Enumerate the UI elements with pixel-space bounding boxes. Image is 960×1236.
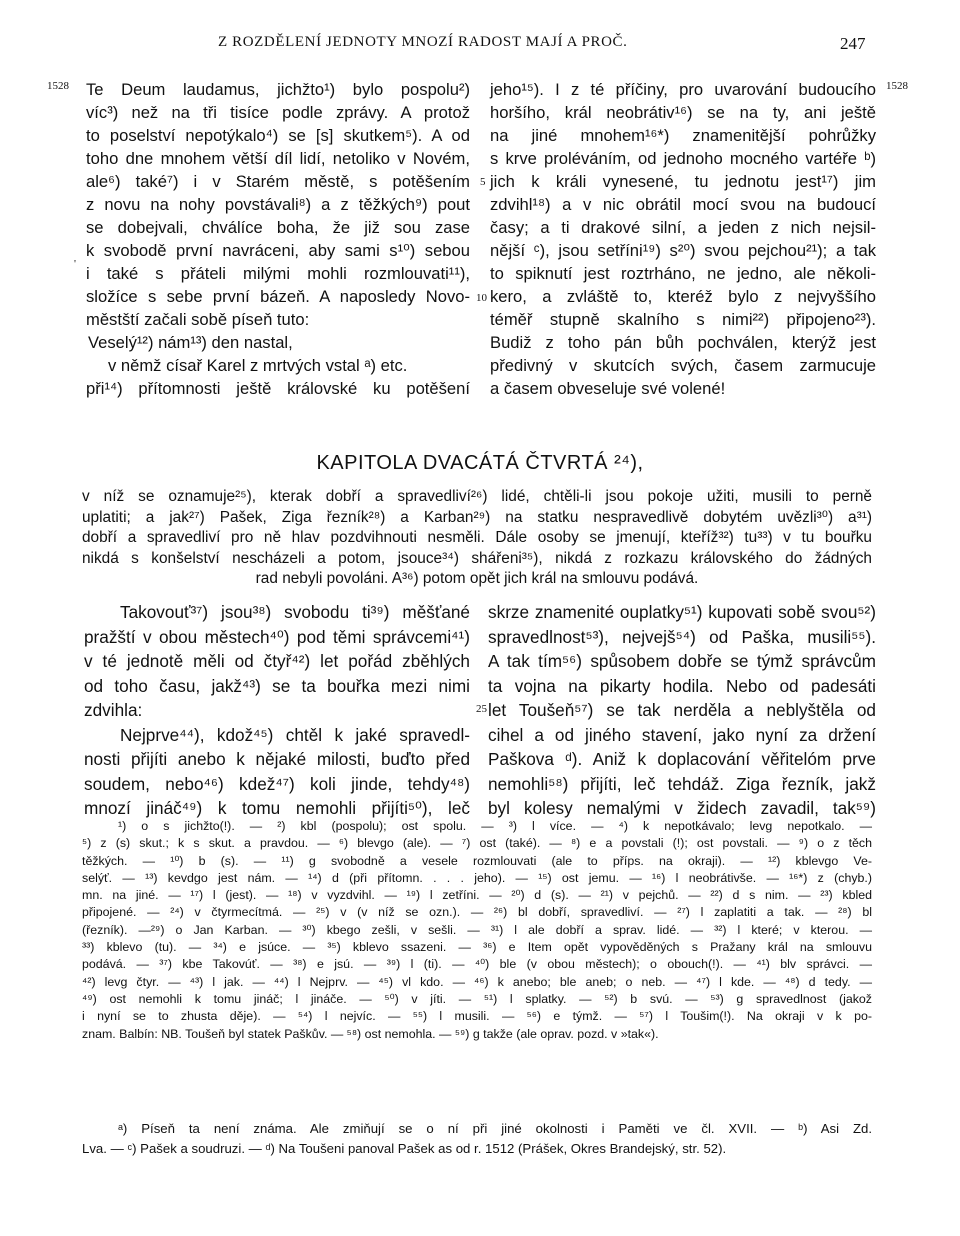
margin-line-5: 5 bbox=[480, 176, 486, 188]
margin-line-25: 25 bbox=[476, 703, 487, 715]
text-line: Budiž z toho pán bůh pochválen, kterýž jest bbox=[490, 333, 876, 352]
text-line: zdvihla: bbox=[84, 700, 143, 720]
summary-line: dobří a spravedliví pro ně hlav pozdvihnouti nesměli. Dále osoby se jmenují, kteříž³²) tu³³) v tu bouřku bbox=[82, 529, 872, 546]
text-line: mnozí jináč⁴⁹) k tomu nemohli přijíti⁵⁰), leč bbox=[84, 798, 470, 818]
footnote-line: i nyní se to zhusta děje). — ⁵⁴) l nejvíc. — ⁵⁵) l musili. — ⁵⁶) e týmž. — ⁵⁷) l Toušim(!). Na okraji v k po- bbox=[82, 1009, 872, 1024]
text-line: v té jednotě měli od čtyř⁴²) let pořád zběhlých bbox=[84, 651, 470, 671]
note-line: ᵃ) Píseň ta není známa. Ale zmiňují se o ní při jiné okolnosti i Paměti ve čl. XVII. — ᵇ) Asi Zd. bbox=[118, 1121, 872, 1136]
text-line: jeho¹⁵). I z té příčiny, pro uvarování budoucího bbox=[490, 80, 876, 99]
footnote-line: znam. Balbín: NB. Toušeň byl statek Paškův. — ⁵⁸) ost nemohla. — ⁵⁹) g takže (ale oprav. pozd. v »tak«). bbox=[82, 1026, 659, 1041]
text-line: složíce s sebe první bázeň. A naposledy Novo- bbox=[86, 287, 470, 306]
margin-year-left: 1528 bbox=[47, 80, 69, 92]
text-line: horšího, král neobrátiv¹⁶) se na ty, ani ještě bbox=[490, 103, 876, 122]
note-line: Lva. — ᶜ) Pašek a soudruzi. — ᵈ) Na Toušeni panoval Pašek as od r. 1512 (Prášek, Okres Brandejský, str. 52). bbox=[82, 1141, 727, 1156]
chapter-summary bbox=[82, 487, 872, 590]
text-line: to poselství nepotýkalo⁴) se [s] skutkem⁵). A od bbox=[86, 126, 470, 145]
text-line: nemohli⁵⁸) přijíti, leč tehdáž. Ziga řezník, jakž bbox=[488, 773, 876, 794]
text-line: Nejprve⁴⁴), kdož⁴⁵) chtěl k jaké spravedl- bbox=[120, 724, 470, 745]
footnote-line: ⁵) z (s) skut.; k s skut. a pravdou. — ⁶) blevgo (ale). — ⁷) ost (také). — ⁸) e a povstali (!); ost povstali. — ⁹) o z těch bbox=[82, 836, 872, 851]
footnote-line: ⁴²) levg čtyr. — ⁴³) l jak. — ⁴⁴) l Nejprv. — ⁴⁵) vl kdo. — ⁴⁶) k anebo; ble aneb; o neb. — ⁴⁷) l kde. — ⁴⁸) d tedy. — bbox=[82, 974, 872, 989]
text-line: to spiknutí jest roztrháno, ne jedno, ale několi- bbox=[490, 264, 876, 283]
text-line: ta vojna na pikarty hodila. Nebo od padesáti bbox=[488, 675, 876, 696]
bottom-right-column bbox=[488, 600, 876, 821]
footnote-line: ³³) kblevo (tu). — ³⁴) e jsúce. — ³⁵) kblevo ssazeni. — ³⁶) e Item opět vypověděných s Pražany král na smlouvu bbox=[82, 940, 872, 955]
top-left-column bbox=[86, 78, 470, 400]
bottom-left-column bbox=[84, 600, 470, 821]
text-line: k svobodě první navráceni, aby sami s¹⁰) sebou bbox=[86, 241, 470, 260]
margin-year-right: 1528 bbox=[886, 80, 908, 92]
margin-line-10: 10 bbox=[476, 292, 487, 304]
page-number: 247 bbox=[840, 34, 866, 53]
text-line: Paškova ᵈ). Aniž k doplacování věřitelóm prve bbox=[488, 749, 876, 769]
footnote-line: podává. — ³⁷) kbe Takovúť. — ³⁸) e jsú. — ³⁹) l (ti). — ⁴⁰) ble (v obou městech); o obouch(!). — ⁴¹) blv správci. — bbox=[82, 957, 872, 972]
editorial-notes bbox=[82, 1119, 872, 1159]
text-line: Takovouť³⁷) jsou³⁸) svobodu ti³⁹) měšťané bbox=[120, 602, 470, 622]
footnote-line: ⁴⁹) ost nemohli k tomu jináč; l jináče. — ⁵⁰) v jíti. — ⁵¹) l splatky. — ⁵²) b svú. — ⁵³) g spravedlnost (jakož bbox=[82, 991, 872, 1006]
summary-line: v níž se oznamuje²⁵), kterak dobří a spravedliví²⁶) lidé, chtěli-li jsou pokoje užiti, musili to perně bbox=[82, 488, 872, 505]
text-line: cihel a od jiného stavení, jako nyní za držení bbox=[488, 724, 876, 745]
verse-line: Veselý¹²) nám¹³) den nastal, bbox=[88, 333, 293, 352]
text-line: časy; a ti drakové silní, a jeden z nich nejsil- bbox=[490, 218, 876, 237]
text-line: byl kolesy nemalými v židech zavadil, tak⁵⁹) bbox=[488, 798, 876, 818]
text-line: jich k králi vynesené, tu jednotu jest¹⁷) jim bbox=[490, 172, 876, 191]
text-line: a časem obveseluje své volené! bbox=[490, 379, 726, 398]
text-line: z novu na nohy povstávali⁸) a z těžkých⁹) pout bbox=[86, 195, 470, 214]
verse-line: v němž císař Karel z mrtvých vstal ᵃ) etc. bbox=[108, 356, 408, 375]
text-line: A tak tím⁵⁶) spůsobem dobře se týmž správcům bbox=[488, 651, 876, 671]
footnote-line: mn. na jiné. — ¹⁷) l (jest). — ¹⁸) v vyzdvihl. — ¹⁹) l zetříni. — ²⁰) d (s). — ²¹) v pejchů. — ²²) d s nim. — ²³) kbled bbox=[82, 888, 872, 903]
text-line: let Toušeň⁵⁷) se tak nerděla a neblyštěla od bbox=[488, 700, 876, 720]
text-line: pražští v obou městech⁴⁰) pod těmi správcemi⁴¹) bbox=[84, 626, 470, 647]
text-line: se dobejvali, chválíce boha, že již sou zase bbox=[86, 218, 470, 237]
running-header bbox=[0, 34, 960, 58]
footnote-line: ¹) o s jichžto(!). — ²) kbl (pospolu); ost spolu. — ³) l více. — ⁴) k nepotkávalo; levg nepotkalo. — bbox=[118, 819, 872, 833]
text-line: městští začali sobě píseň tuto: bbox=[86, 310, 310, 329]
text-line: Te Deum laudamus, jichžto¹) bylo pospolu²) bbox=[86, 80, 470, 99]
summary-line: uplatiti; a jak²⁷) Pašek, Ziga řezník²⁸) a Karban²⁹) na statku nespravedlivě dobytém uvězli³⁰) a³¹) bbox=[82, 508, 872, 526]
chapter-title: KAPITOLA DVACÁTÁ ČTVRTÁ ²⁴), bbox=[316, 452, 644, 474]
text-line: s krve proléváním, od jednoho mocného vartéře ᵇ) bbox=[490, 149, 876, 168]
footnote-line: těžkých. — ¹⁰) b (s). — ¹¹) g svobodně a vesele rozmlouvati (ale to příps. na okraji). — ¹²) kblevgo Ve- bbox=[82, 853, 872, 868]
text-line: i také s přáteli milými mohli rozmlouvati¹¹), bbox=[86, 264, 470, 283]
text-line: předivný v skutcích svých, časem zarmucuje bbox=[490, 356, 876, 375]
top-right-column bbox=[490, 78, 876, 400]
text-line: nější ᶜ), jsou setříni¹⁹) s²⁰) svou pejchou²¹); a tak bbox=[490, 241, 876, 260]
margin-tick: ' bbox=[74, 258, 76, 270]
text-line: kero, a zvláště to, kteréž bylo z nejvyššího bbox=[490, 287, 876, 306]
summary-line: rad nebyli povoláni. A³⁶) potom opět jich král na smlouvu podává. bbox=[255, 570, 699, 587]
footnote-line: připojené. — ²⁴) v čtyrmecítmá. — ²⁵) v (v níž se ozn.). — ²⁶) bl dobří, spravedliví. — ²⁷) l zaplatiti a tak. — ²⁸) bl bbox=[82, 905, 872, 920]
text-line: víc³) než na tři tisíce podle zprávy. A protož bbox=[86, 103, 470, 122]
text-line: zdvihl¹⁸) a v nic obrátil mocí svou na budoucí bbox=[490, 195, 876, 214]
text-line: při¹⁴) přítomnosti ještě královské ku potěšení bbox=[86, 379, 470, 398]
text-line: ale⁶) také⁷) i v Starém městě, s potěšením bbox=[86, 172, 470, 191]
footnote-line: selýť. — ¹³) kevdgo jest nám. — ¹⁴) d (při přítomn. . . . jeho). — ¹⁵) ost jemu. — ¹⁶) l neobrátivše. — ¹⁶*) z (chyb.) bbox=[82, 870, 872, 885]
text-line: téměř stupně skalního s nimi²²) připojeno²³). bbox=[490, 310, 876, 329]
text-line: nosti přijíti anebo k nějaké milosti, buďto před bbox=[84, 749, 470, 769]
footnotes bbox=[82, 818, 872, 1043]
text-line: od toho času, jakž⁴³) se ta bouřka mezi nimi bbox=[84, 675, 470, 696]
text-line: skrze znamenité ouplatky⁵¹) kupovati sobě svou⁵²) bbox=[488, 602, 876, 622]
text-line: soudem, nebo⁴⁶) kdež⁴⁷) koli jinde, tehdy⁴⁸) bbox=[84, 773, 470, 794]
running-title: Z ROZDĚLENÍ JEDNOTY MNOZÍ RADOST MAJÍ A PROČ. bbox=[218, 34, 628, 50]
summary-line: nikdá s konšelství nescházeli a potom, jsouce³⁴) shářeni³⁵), nikdá z rozkazu královského do žádných bbox=[82, 549, 872, 567]
text-line: na jiné mnohem¹⁶*) znamenitější pohrůžky bbox=[490, 126, 876, 145]
text-line: spravedlnost⁵³), nejvejš⁵⁴) od Paška, musili⁵⁵). bbox=[488, 626, 876, 647]
text-line: toho dne mnohem větší díl lidí, netoliko v Novém, bbox=[86, 149, 470, 168]
footnote-line: (řezník). —²⁹) o Jan Karban. — ³⁰) kbego zešli, v sešli. — ³¹) l ale dobří a sprav. lidé. — ³²) l které; v kterou. — bbox=[82, 922, 872, 937]
